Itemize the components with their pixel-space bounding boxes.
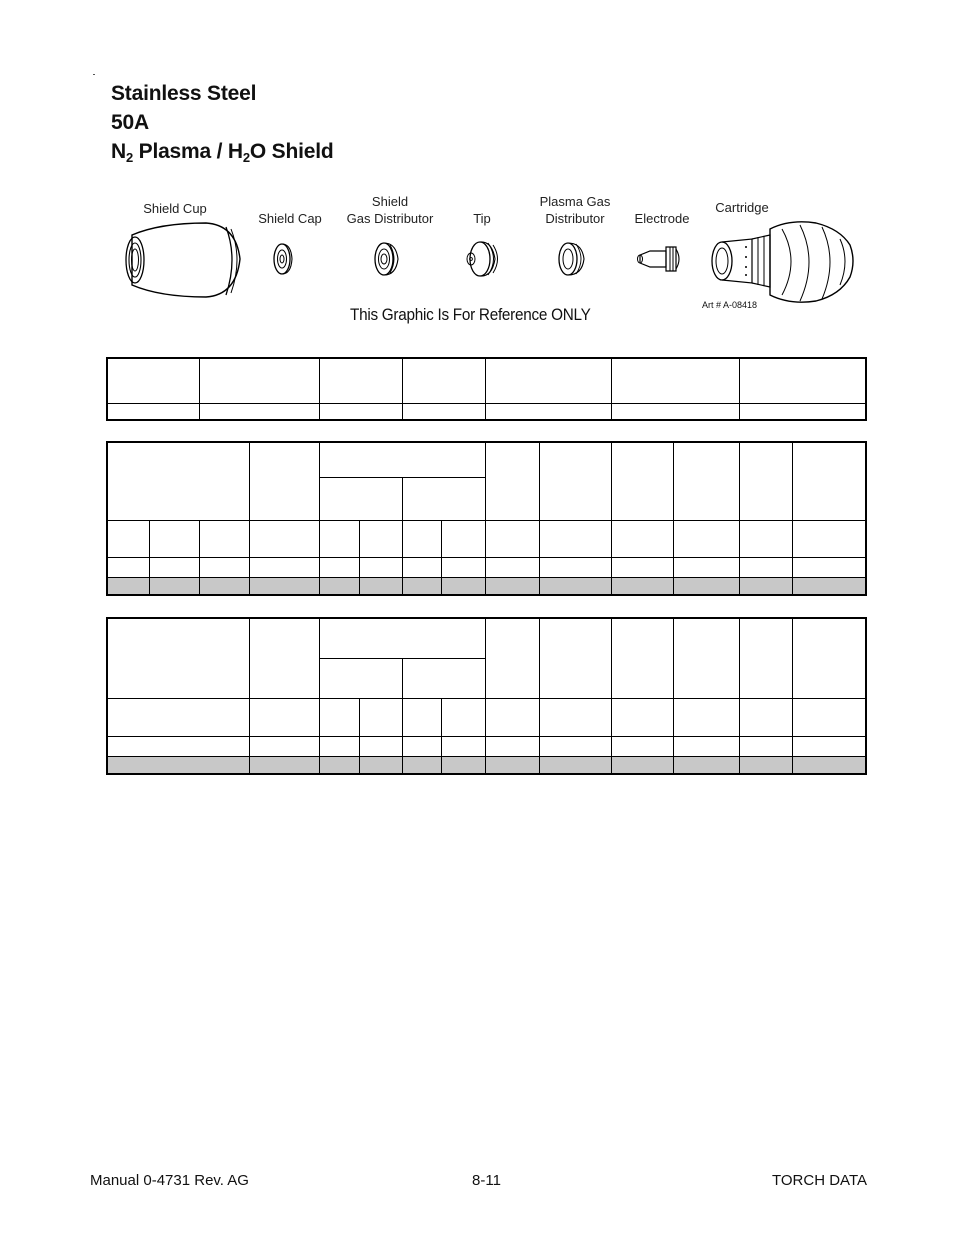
reference-note: This Graphic Is For Reference ONLY [350,305,591,324]
cut-parameters-table-1 [106,441,867,596]
label-tip: Tip [473,211,491,226]
table-row [107,756,866,774]
label-shield-cap: Shield Cap [258,211,322,226]
title-material: Stainless Steel [111,82,257,105]
shield-cup-drawing [126,223,240,297]
art-number: Art # A-08418 [702,300,758,310]
label-shield-gas-distributor: Shield Gas Distributor [346,194,434,226]
parts-number-table [106,357,867,421]
shield-gas-distributor-drawing [375,243,398,275]
tip-drawing [467,242,498,276]
cartridge-drawing [712,222,853,302]
title-gas-setup: $N_2$ Plasma / $H_2O$ Shield [111,140,334,165]
electrode-drawing [638,247,680,271]
footer-page-number: 8-11 [472,1172,501,1189]
table-row [107,442,866,477]
label-cartridge: Cartridge [715,200,769,215]
table-row [107,698,866,736]
label-shield-cup: Shield Cup [143,201,207,216]
table-row [107,403,866,420]
table-row [107,520,866,557]
label-electrode: Electrode [634,211,690,226]
plasma-gas-distributor-drawing [559,243,584,275]
footer-manual-number: Manual 0-4731 Rev. AG [90,1172,249,1189]
table-row [107,577,866,595]
title-current: 50A [111,111,149,134]
footer-section-name: TORCH DATA [772,1172,868,1189]
page-marker-dot [93,74,95,75]
label-plasma-gas-distributor: Plasma Gas Distributor [539,194,611,226]
table-row [107,736,866,756]
table-row [107,557,866,577]
table-row [107,358,866,403]
table-row [107,618,866,658]
cut-parameters-table-2 [106,617,867,775]
shield-cap-drawing [274,244,292,274]
